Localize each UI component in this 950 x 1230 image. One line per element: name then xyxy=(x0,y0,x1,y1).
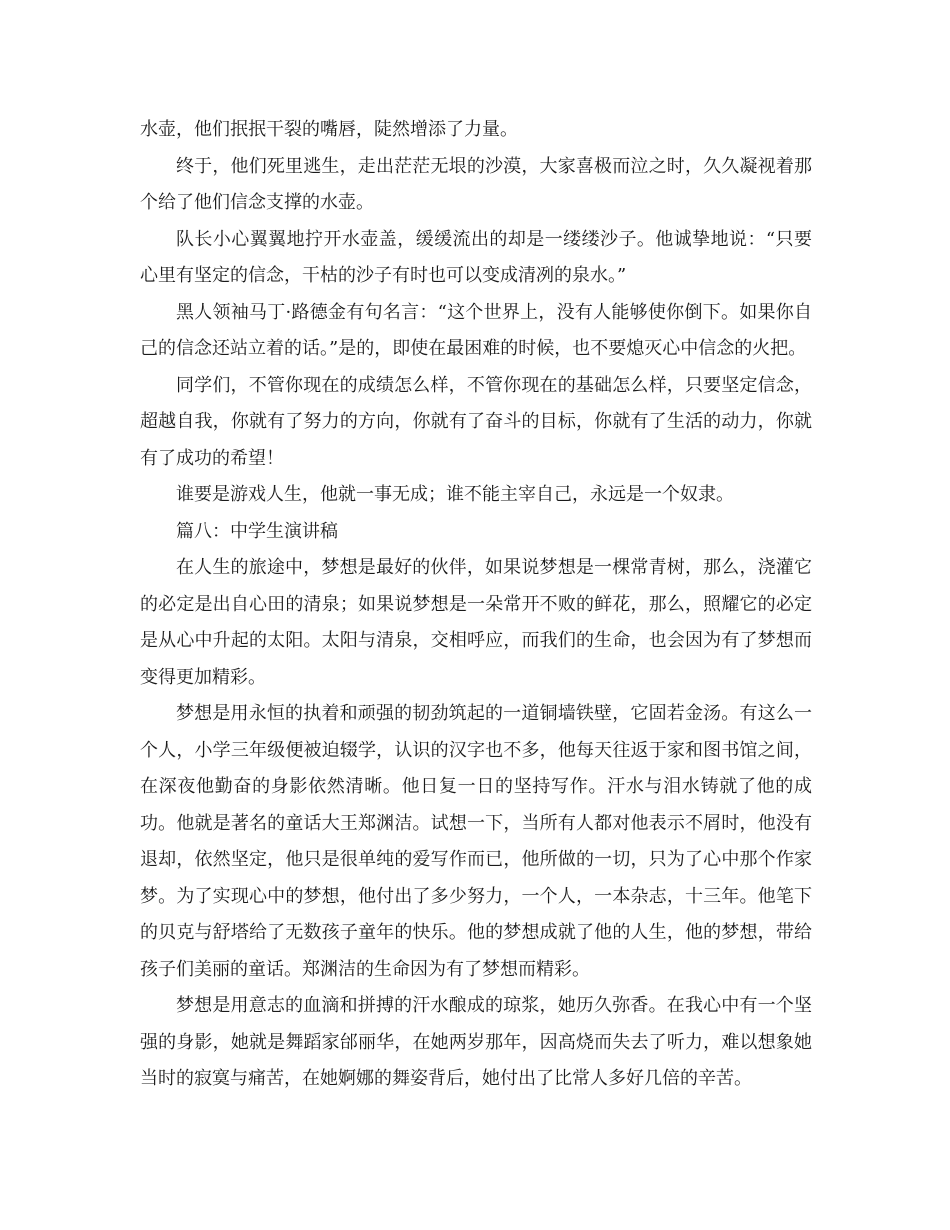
paragraph-9: 梦想是用永恒的执着和顽强的韧劲筑起的一道铜墙铁壁，它固若金汤。有这么一个人，小学三年级便被迫辍学，认识的汉字也不多，他每天往返于家和图书馆之间，在深夜他勤奋的身影依然清晰。他日复一日的坚持写作。汗水与泪水铸就了他的成功。他就是著名的童话大王郑渊洁。试想一下，当所有人都对他表示不屑时，他没有退却，依然坚定，他只是很单纯的爱写作而已，他所做的一切，只为了心中那个作家梦。为了实现心中的梦想，他付出了多少努力，一个人，一本杂志，十三年。他笔下的贝克与舒塔给了无数孩子童年的快乐。他的梦想成就了他的人生，他的梦想，带给孩子们美丽的童话。郑渊洁的生命因为有了梦想而精彩。 xyxy=(140,703,812,980)
paragraph-8: 在人生的旅途中，梦想是最好的伙伴，如果说梦想是一棵常青树，那么，浇灌它的必定是出自心田的清泉；如果说梦想是一朵常开不败的鲜花，那么，照耀它的必定是从心中升起的太阳。太阳与清泉，交相呼应，而我们的生命，也会因为有了梦想而变得更加精彩。 xyxy=(140,557,812,688)
paragraph-5: 同学们，不管你现在的成绩怎么样，不管你现在的基础怎么样，只要坚定信念，超越自我，你就有了努力的方向，你就有了奋斗的目标，你就有了生活的动力，你就有了成功的希望！ xyxy=(140,374,812,469)
document-body xyxy=(140,112,812,1098)
paragraph-6: 谁要是游戏人生，他就一事无成；谁不能主宰自己，永远是一个奴隶。 xyxy=(176,484,734,505)
paragraph-2: 终于，他们死里逃生，走出茫茫无垠的沙漠，大家喜极而泣之时，久久凝视着那个给了他们信念支撑的水壶。 xyxy=(140,155,812,213)
paragraph-3: 队长小心翼翼地拧开水壶盖，缓缓流出的却是一缕缕沙子。他诚挚地说：“只要心里有坚定的信念，干枯的沙子有时也可以变成清冽的泉水。” xyxy=(140,228,812,286)
section-heading: 篇八：中学生演讲稿 xyxy=(176,520,338,542)
paragraph-1: 水壶，他们抿抿干裂的嘴唇，陡然增添了力量。 xyxy=(140,119,518,140)
paragraph-10: 梦想是用意志的血滴和拼搏的汗水酿成的琼浆，她历久弥香。在我心中有一个坚强的身影，她就是舞蹈家邰丽华，在她两岁那年，因高烧而失去了听力，难以想象她当时的寂寞与痛苦，在她婀娜的舞姿背后，她付出了比常人多好几倍的辛苦。 xyxy=(140,995,812,1089)
paragraph-4: 黑人领袖马丁·路德金有句名言：“这个世界上，没有人能够使你倒下。如果你自己的信念还站立着的话。”是的，即使在最困难的时候，也不要熄灭心中信念的火把。 xyxy=(140,301,812,359)
